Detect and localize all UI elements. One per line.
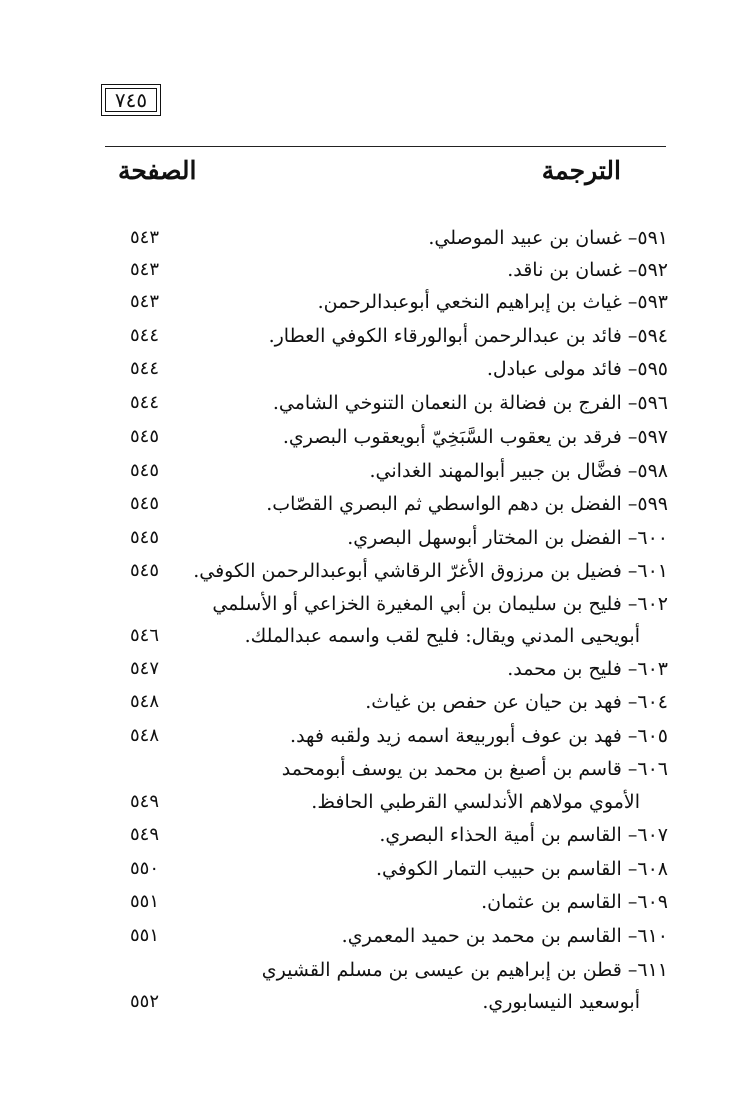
entry-601: ٦٠١– فضيل بن مرزوق الأغرّ الرقاشي أبوعبدالرحمن الكوفي. — [193, 560, 668, 582]
entry-page: ٥٤٥ — [130, 527, 160, 548]
entry-606-continuation: الأموي مولاهم الأندلسي القرطبي الحافظ. — [311, 791, 640, 813]
entry-602-continuation: أبويحيى المدني ويقال: فليح لقب واسمه عبدالملك. — [244, 625, 640, 647]
entry-page: ٥٤٨ — [130, 691, 160, 712]
entry-611-continuation: أبوسعيد النيسابوري. — [482, 991, 640, 1013]
entry-609: ٦٠٩– القاسم بن عثمان. — [481, 891, 668, 913]
column-header-page: الصفحة — [118, 156, 197, 185]
entry-605: ٦٠٥– فهد بن عوف أبوربيعة اسمه زيد ولقبه فهد. — [290, 725, 668, 747]
entry-page: ٥٤٦ — [130, 625, 160, 646]
entry-page: ٥٤٣ — [130, 227, 160, 248]
entry-page: ٥٥٠ — [130, 858, 160, 879]
entry-page: ٥٥٢ — [130, 991, 160, 1012]
entry-599: ٥٩٩– الفضل بن دهم الواسطي ثم البصري القصّاب. — [266, 493, 668, 515]
entry-608: ٦٠٨– القاسم بن حبيب التمار الكوفي. — [375, 858, 668, 880]
entry-606: ٦٠٦– قاسم بن أصبغ بن محمد بن يوسف أبومحمد — [281, 758, 668, 780]
entry-591: ٥٩١– غسان بن عبيد الموصلي. — [428, 227, 668, 249]
entry-602: ٦٠٢– فليح بن سليمان بن أبي المغيرة الخزاعي أو الأسلمي — [212, 593, 668, 615]
entry-610: ٦١٠– القاسم بن محمد بن حميد المعمري. — [341, 925, 668, 947]
column-header-translation: الترجمة — [541, 156, 621, 185]
entry-page: ٥٥١ — [130, 925, 160, 946]
entry-page: ٥٤٣ — [130, 259, 160, 280]
entry-page: ٥٤٨ — [130, 725, 160, 746]
entry-597: ٥٩٧– فرقد بن يعقوب السَّبَخِيّ أبويعقوب البصري. — [282, 426, 668, 448]
entry-page: ٥٤٤ — [130, 358, 160, 379]
entry-page: ٥٤٧ — [130, 658, 160, 679]
entry-page: ٥٤٥ — [130, 426, 160, 447]
entry-page: ٥٤٩ — [130, 791, 160, 812]
entry-page: ٥٤٥ — [130, 493, 160, 514]
entry-page: ٥٤٥ — [130, 460, 160, 481]
entry-page: ٥٤٥ — [130, 560, 160, 581]
entry-604: ٦٠٤– فهد بن حيان عن حفص بن غياث. — [365, 691, 668, 713]
entry-page: ٥٤٤ — [130, 325, 160, 346]
entry-596: ٥٩٦– الفرج بن فضالة بن النعمان التنوخي الشامي. — [272, 392, 668, 414]
entry-607: ٦٠٧– القاسم بن أمية الحذاء البصري. — [379, 824, 668, 846]
entry-594: ٥٩٤– فائد بن عبدالرحمن أبوالورقاء الكوفي العطار. — [268, 325, 668, 347]
entry-page: ٥٤٣ — [130, 291, 160, 312]
entry-page: ٥٤٤ — [130, 392, 160, 413]
entry-603: ٦٠٣– فليح بن محمد. — [507, 658, 668, 680]
entry-611: ٦١١– قطن بن إبراهيم بن عيسى بن مسلم القشيري — [261, 959, 668, 981]
entry-598: ٥٩٨– فضَّال بن جبير أبوالمهند الغداني. — [369, 460, 668, 482]
entry-page: ٥٥١ — [130, 891, 160, 912]
page-number: ٧٤٥ — [114, 88, 148, 112]
entry-600: ٦٠٠– الفضل بن المختار أبوسهل البصري. — [347, 527, 668, 549]
entry-593: ٥٩٣– غياث بن إبراهيم النخعي أبوعبدالرحمن. — [317, 291, 668, 313]
entry-page: ٥٤٩ — [130, 824, 160, 845]
entry-595: ٥٩٥– فائد مولى عبادل. — [486, 358, 668, 380]
entry-592: ٥٩٢– غسان بن ناقد. — [507, 259, 668, 281]
